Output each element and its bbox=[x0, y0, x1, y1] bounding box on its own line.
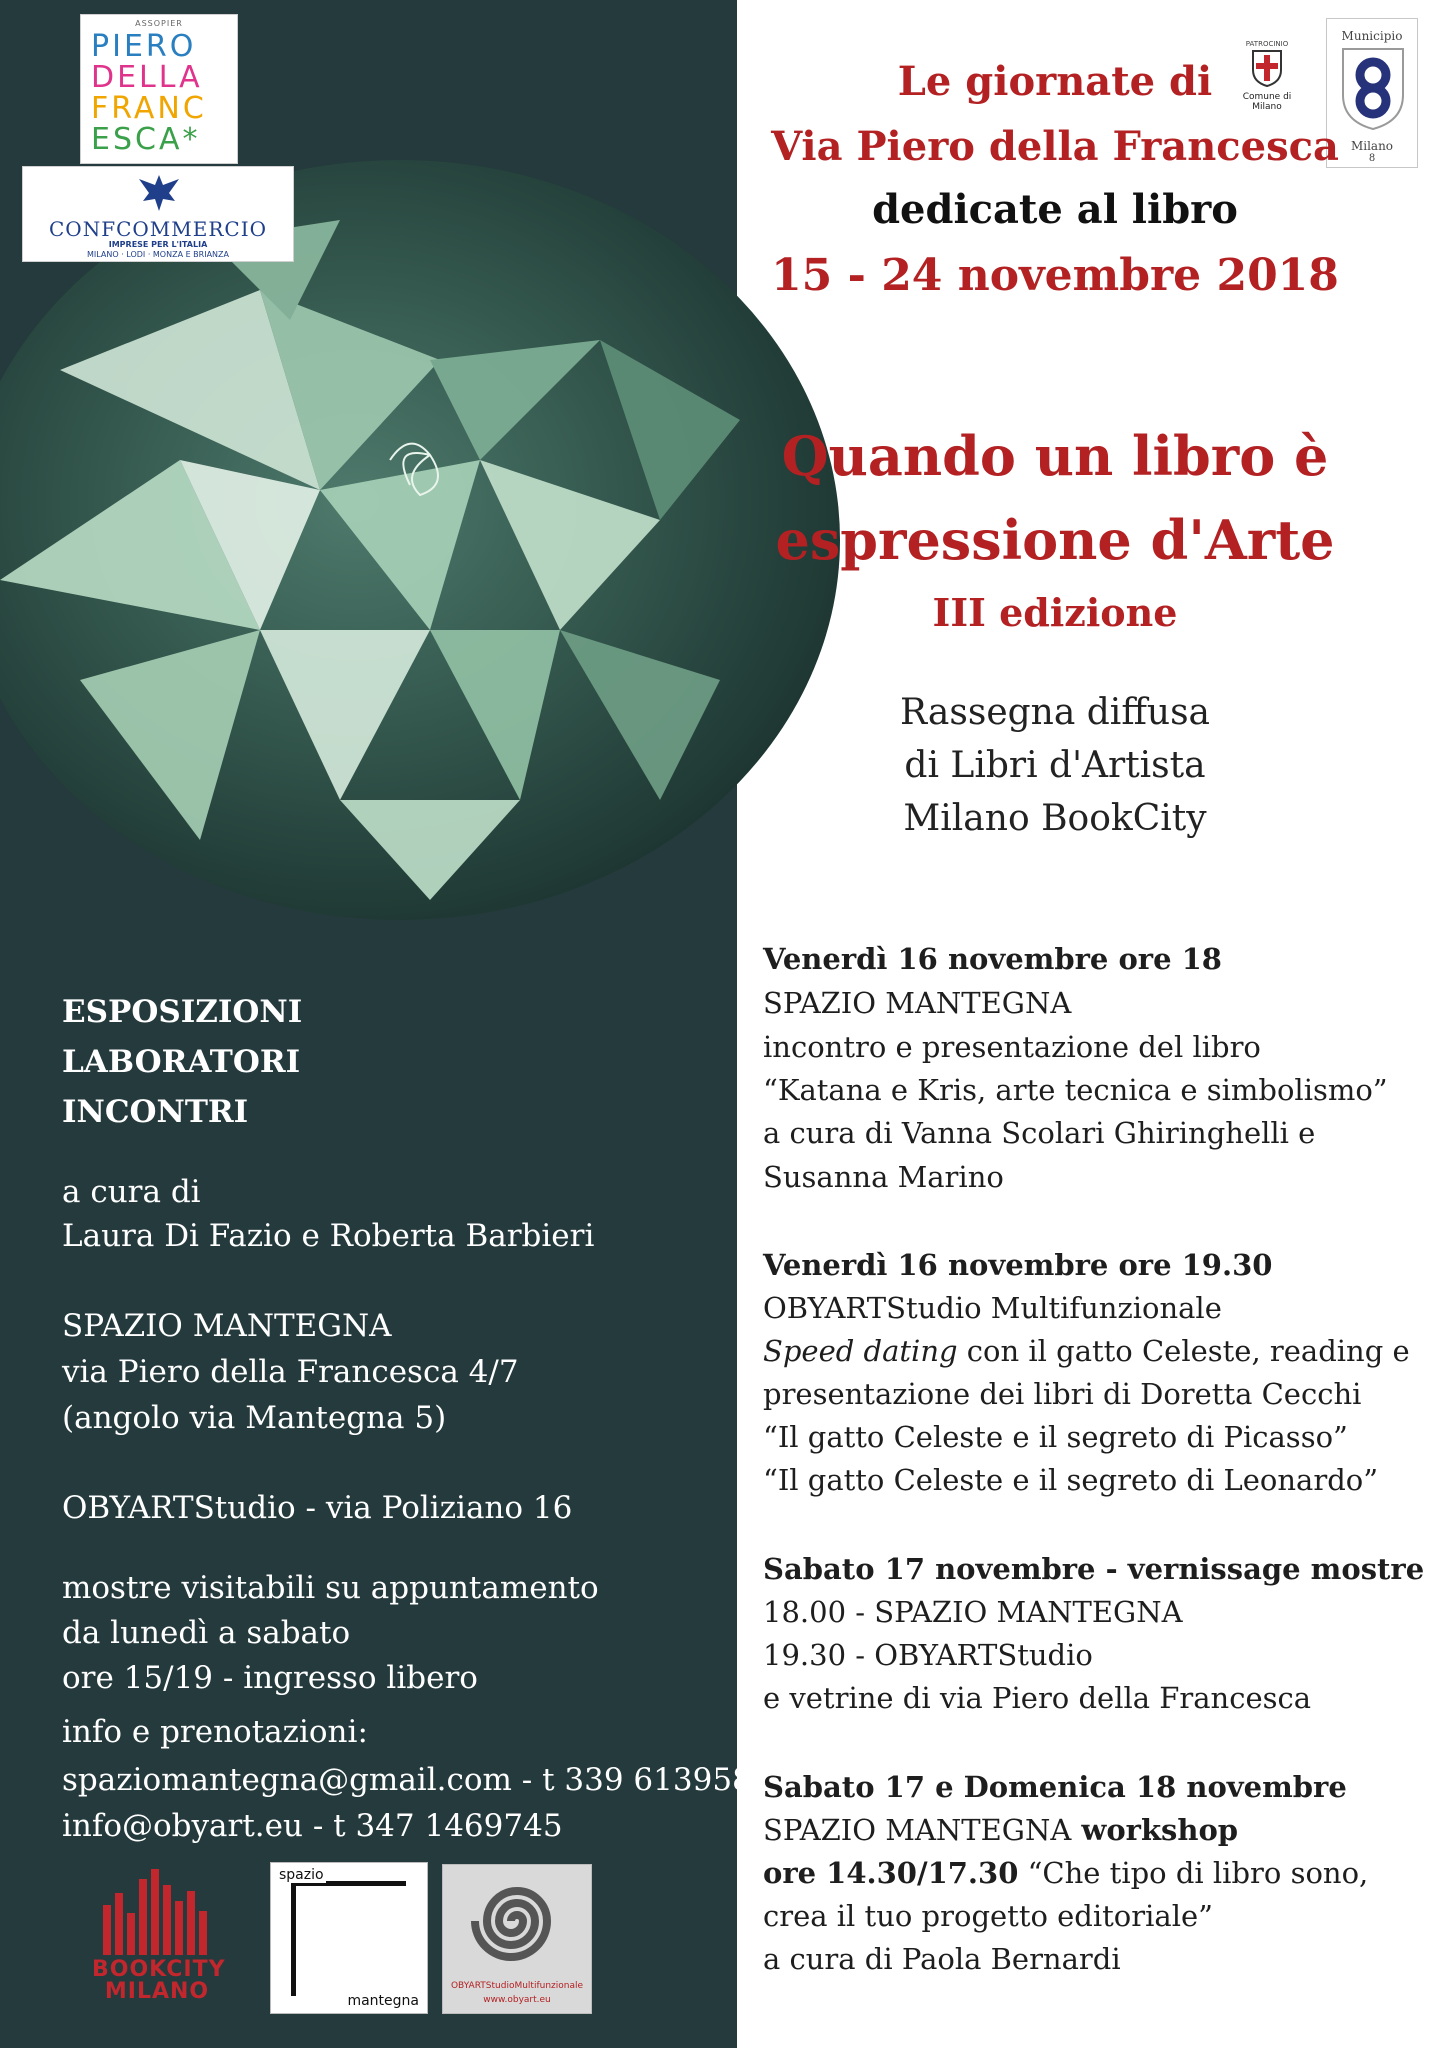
spiral-icon bbox=[443, 1865, 591, 1975]
event1-place: SPAZIO MANTEGNA bbox=[763, 986, 1072, 1020]
comune-name2: Milano bbox=[1252, 102, 1282, 112]
curator-label: a cura di bbox=[62, 1174, 201, 1210]
piero-della-francesca-logo bbox=[80, 14, 238, 164]
header-dates: 15 - 24 novembre 2018 bbox=[771, 250, 1339, 301]
artwork-folded-paper bbox=[0, 160, 840, 920]
patrocinio-label: PATROCINIO bbox=[1245, 40, 1289, 48]
contact-spaziomantegna: spaziomantegna@gmail.com - t 339 6139586 bbox=[62, 1762, 772, 1798]
municipio-city: Milano bbox=[1350, 139, 1394, 153]
folded-paper-illustration bbox=[0, 160, 840, 920]
speed-dating-italic: Speed dating bbox=[763, 1334, 958, 1368]
event4-line2: crea il tuo progetto editoriale” bbox=[763, 1899, 1213, 1933]
type-incontri: INCONTRI bbox=[62, 1094, 249, 1130]
event3-line1: 18.00 - SPAZIO MANTEGNA bbox=[763, 1595, 1183, 1629]
event4-date: Sabato 17 e Domenica 18 novembre bbox=[763, 1770, 1347, 1804]
event1-line4: Susanna Marino bbox=[763, 1160, 1004, 1194]
venue2: OBYARTStudio - via Poliziano 16 bbox=[62, 1490, 573, 1526]
event3-line3: e vetrine di via Piero della Francesca bbox=[763, 1681, 1312, 1715]
event3-date: Sabato 17 novembre - vernissage mostre bbox=[763, 1552, 1425, 1586]
event2-line2: presentazione dei libri di Doretta Cecchi bbox=[763, 1377, 1362, 1411]
venue1-address: via Piero della Francesca 4/7 bbox=[62, 1354, 519, 1390]
event4-place bbox=[763, 1813, 1238, 1847]
event4-time: ore 14.30/17.30 bbox=[763, 1856, 1019, 1890]
confcommercio-name: CONFCOMMERCIO bbox=[49, 217, 267, 241]
info-label: info e prenotazioni: bbox=[62, 1714, 368, 1750]
obyart-logo bbox=[442, 1864, 592, 2014]
spazio-mantegna-logo bbox=[270, 1862, 428, 2014]
event2-line3: “Il gatto Celeste e il segreto di Picasso” bbox=[763, 1420, 1348, 1454]
rassegna-line3: Milano BookCity bbox=[903, 798, 1207, 839]
logo-piero-line2: DELLA bbox=[91, 60, 203, 95]
venue1-corner: (angolo via Mantegna 5) bbox=[62, 1400, 447, 1436]
type-esposizioni: ESPOSIZIONI bbox=[62, 994, 303, 1030]
hours-line1: mostre visitabili su appuntamento bbox=[62, 1570, 599, 1606]
event2-date: Venerdì 16 novembre ore 19.30 bbox=[763, 1248, 1273, 1282]
venue1-name: SPAZIO MANTEGNA bbox=[62, 1308, 392, 1344]
confcommercio-logo bbox=[22, 166, 294, 262]
header-line1: Le giornate di bbox=[897, 58, 1213, 105]
event4-workshop: workshop bbox=[1071, 1813, 1239, 1847]
bookcity-milano-logo bbox=[92, 1865, 226, 2015]
bookcity-skyline-icon bbox=[97, 1865, 217, 1955]
title-line2: espressione d'Arte bbox=[775, 508, 1335, 572]
hours-line2: da lunedì a sabato bbox=[62, 1615, 351, 1651]
confcommercio-sub1: IMPRESE PER L'ITALIA bbox=[108, 240, 208, 249]
event3-line2: 19.30 - OBYARTStudio bbox=[763, 1638, 1093, 1672]
contact-obyart: info@obyart.eu - t 347 1469745 bbox=[62, 1808, 563, 1844]
eagle-icon bbox=[135, 171, 183, 215]
spazio-square-mark bbox=[291, 1881, 406, 1996]
event1-line2: “Katana e Kris, arte tecnica e simbolismo” bbox=[763, 1073, 1388, 1107]
event1-line1: incontro e presentazione del libro bbox=[763, 1030, 1261, 1064]
obyart-line1: OBYARTStudioMultifunzionale bbox=[450, 1981, 584, 1991]
event2-place: OBYARTStudio Multifunzionale bbox=[763, 1291, 1222, 1325]
header-line3: dedicate al libro bbox=[872, 186, 1238, 233]
logo-piero-line3: FRANC bbox=[91, 91, 207, 126]
municipio-title: Municipio bbox=[1341, 29, 1403, 43]
municipio-number: 8 bbox=[1368, 153, 1376, 164]
logo-piero-line4: ESCA* bbox=[91, 122, 201, 157]
header-line2: Via Piero della Francesca bbox=[771, 123, 1339, 170]
obyart-line2: www.obyart.eu bbox=[483, 1995, 551, 2005]
logo-piero-line1: PIERO bbox=[91, 29, 197, 64]
type-laboratori: LABORATORI bbox=[62, 1044, 301, 1080]
bookcity-line1: BOOKCITY bbox=[92, 1957, 226, 1982]
logo-piero-small: ASSOPIER bbox=[135, 19, 183, 28]
rassegna-line1: Rassegna diffusa bbox=[899, 692, 1211, 733]
hours-line3: ore 15/19 - ingresso libero bbox=[62, 1660, 478, 1696]
comune-name1: Comune di bbox=[1242, 92, 1292, 102]
event2-line1-rest: con il gatto Celeste, reading e bbox=[957, 1334, 1410, 1368]
event4-place-name: SPAZIO MANTEGNA bbox=[763, 1813, 1072, 1847]
event2-line4: “Il gatto Celeste e il segreto di Leonardo” bbox=[763, 1463, 1379, 1497]
event1-date: Venerdì 16 novembre ore 18 bbox=[763, 942, 1222, 976]
event2-line1 bbox=[763, 1334, 1410, 1368]
curators: Laura Di Fazio e Roberta Barbieri bbox=[62, 1218, 595, 1254]
spazio-line2: mantegna bbox=[347, 1993, 419, 2009]
title-line1: Quando un libro è bbox=[781, 424, 1329, 488]
event4-line1-rest: “Che tipo di libro sono, bbox=[1018, 1856, 1369, 1890]
edition: III edizione bbox=[932, 590, 1178, 635]
confcommercio-sub2: MILANO · LODI · MONZA E BRIANZA bbox=[87, 250, 229, 259]
event1-line3: a cura di Vanna Scolari Ghiringhelli e bbox=[763, 1116, 1316, 1150]
bookcity-line2: MILANO bbox=[104, 1979, 210, 2004]
event4-time-line bbox=[763, 1856, 1368, 1890]
spazio-line1: spazio bbox=[279, 1867, 324, 1883]
event4-line3: a cura di Paola Bernardi bbox=[763, 1942, 1121, 1976]
rassegna-line2: di Libri d'Artista bbox=[904, 745, 1206, 786]
